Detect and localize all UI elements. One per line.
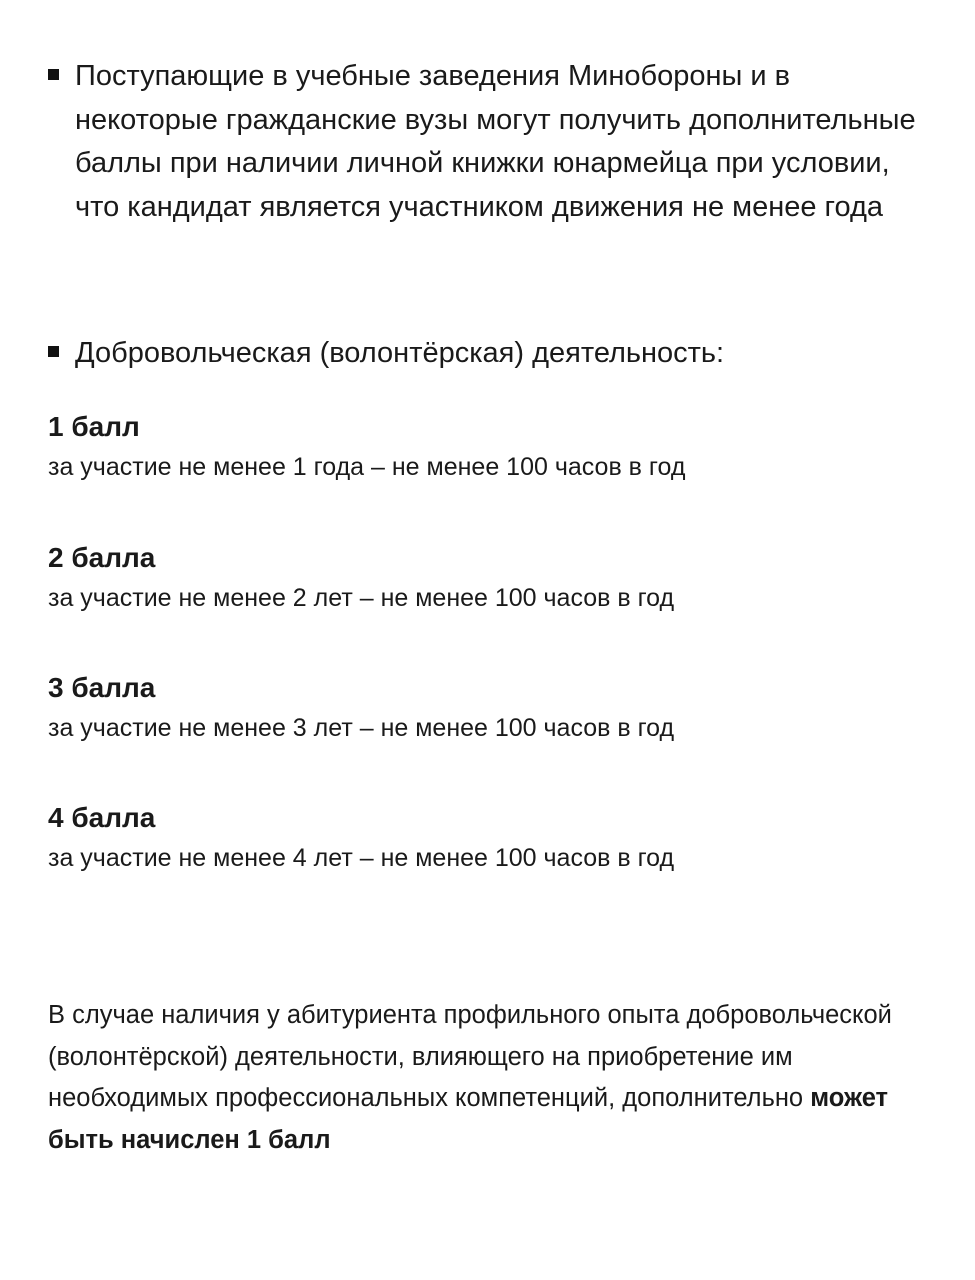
final-text: В случае наличия у абитуриента профильного опыта добровольческой (волонтёрской) деятельности, влияющего на приобретение им необходимых профессиональных компетенций, дополнительно [48, 1001, 892, 1112]
score-item [48, 798, 674, 878]
bullet-text: Поступающие в учебные заведения Минобороны и в некоторые гражданские вузы могут получить дополнительные баллы при наличии личной книжки юнармейца при условии, что кандидат является участником движения не менее года [75, 60, 916, 223]
square-bullet-icon [48, 69, 59, 80]
score-desc: за участие не менее 2 лет – не менее 100 часов в год [48, 584, 675, 612]
score-title: 1 балл [48, 411, 140, 442]
score-item [48, 407, 685, 487]
bullet-text: Добровольческая (волонтёрская) деятельность: [75, 337, 725, 369]
score-title: 2 балла [48, 542, 156, 573]
bullet-item [48, 55, 925, 229]
final-bold: может быть начислен 1 балл [48, 1084, 889, 1154]
score-title: 4 балла [48, 802, 156, 833]
square-bullet-icon [48, 346, 59, 357]
score-title: 3 балла [48, 672, 156, 703]
score-desc: за участие не менее 3 лет – не менее 100 часов в год [48, 714, 675, 742]
score-item [48, 668, 674, 748]
score-desc: за участие не менее 4 лет – не менее 100 часов в год [48, 844, 675, 872]
final-note [48, 995, 918, 1161]
bullet-item [48, 332, 925, 376]
score-item [48, 538, 674, 618]
score-desc: за участие не менее 1 года – не менее 100 часов в год [48, 453, 686, 481]
